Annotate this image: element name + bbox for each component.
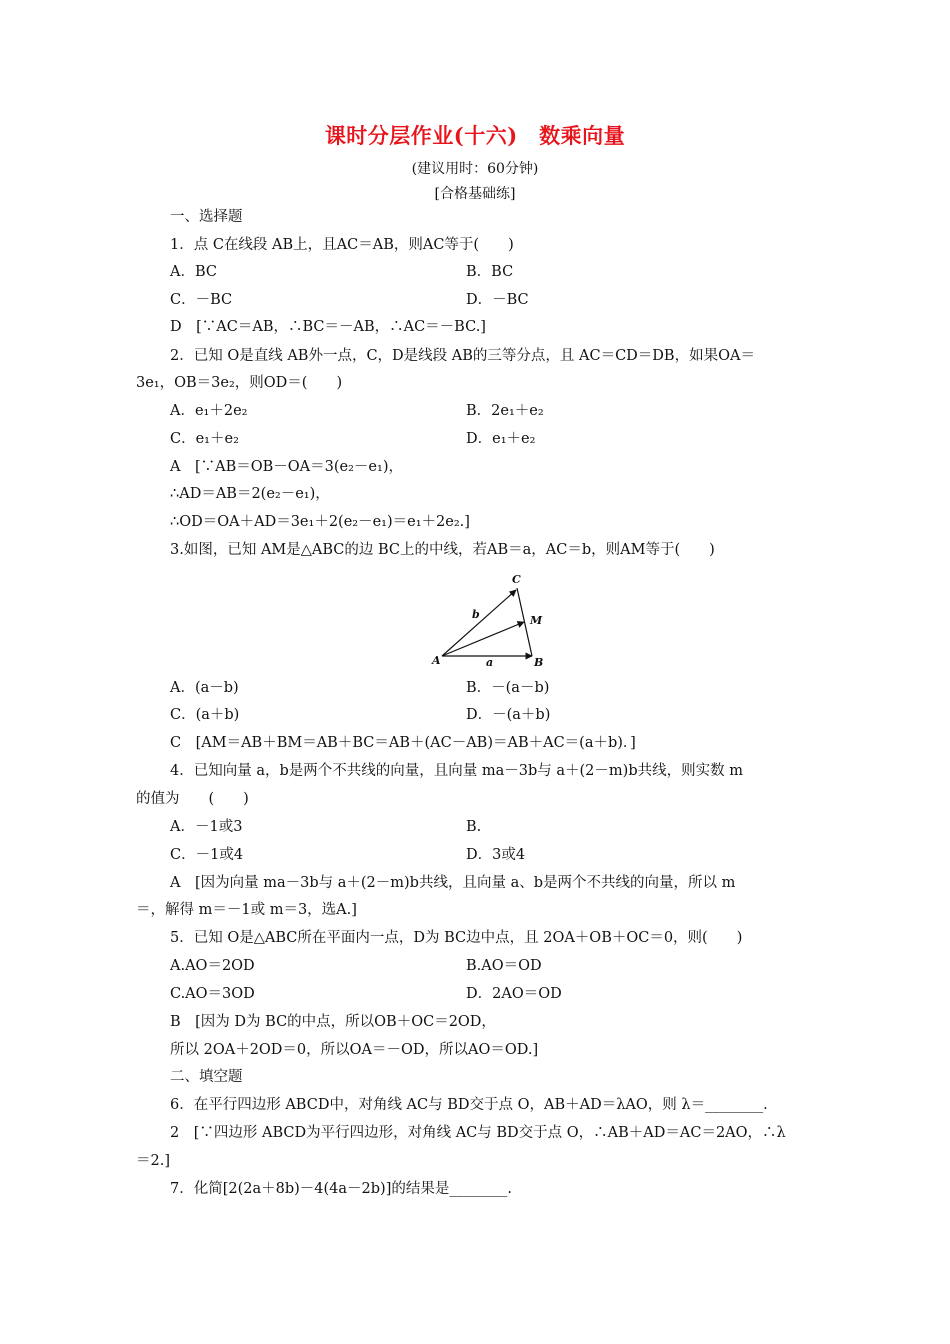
question-5: 5．已知 O是△ABC所在平面内一点，D为 BC边中点，且 2OA＋OB＋OC＝0，则( ) bbox=[170, 930, 743, 946]
q1-option-a: A．BC bbox=[170, 264, 217, 280]
q3-option-d: D．－(a＋b) bbox=[466, 707, 551, 723]
time-hint: (建议用时：60分钟) bbox=[411, 161, 539, 177]
vector-am bbox=[442, 622, 524, 656]
question-1: 1．点 C在线段 AB上，且AC＝AB，则AC等于( ) bbox=[170, 237, 514, 253]
q5-answer-cont: 所以 2OA＋2OD＝0，所以OA＝－OD，所以AO＝OD.] bbox=[170, 1042, 539, 1058]
q1-option-c: C．－BC bbox=[170, 292, 233, 308]
q4-answer-cont: ＝，解得 m＝－1或 m＝3，选A.] bbox=[136, 902, 357, 918]
q5-option-a: A.AO＝2OD bbox=[170, 958, 255, 974]
q2-answer-step3: ∴OD＝OA＋AD＝3e₁＋2(e₂－e₁)＝e₁＋2e₂.] bbox=[170, 514, 470, 530]
question-7: 7．化简[2(2a＋8b)－4(4a－2b)]的结果是________. bbox=[170, 1181, 512, 1197]
section-heading-choice: 一、选择题 bbox=[170, 209, 243, 225]
triangle-figure bbox=[428, 570, 548, 670]
q1-option-d: D．－BC bbox=[466, 292, 529, 308]
q1-option-b: B．BC bbox=[466, 264, 514, 280]
q4-option-d: D．3或4 bbox=[466, 847, 526, 863]
section-tag: [合格基础练] bbox=[434, 186, 516, 202]
q5-answer: B [因为 D为 BC的中点，所以OB＋OC＝2OD， bbox=[170, 1014, 496, 1030]
q4-answer: A [因为向量 ma－3b与 a＋(2－m)b共线，且向量 a、b是两个不共线的向量，所以 m bbox=[170, 875, 736, 891]
question-4: 4．已知向量 a，b是两个不共线的向量，且向量 ma－3b与 a＋(2－m)b共线，则实数 m bbox=[170, 763, 743, 779]
q3-answer: C [AM＝AB＋BM＝AB＋BC＝AB＋(AC－AB)＝AB＋AC＝(a＋b)．] bbox=[170, 735, 636, 751]
question-3: 3.如图，已知 AM是△ABC的边 BC上的中线，若AB＝a，AC＝b，则AM等于( ) bbox=[170, 542, 715, 558]
q3-option-c: C．(a＋b) bbox=[170, 707, 240, 723]
q3-option-a: A．(a－b) bbox=[170, 680, 239, 696]
q2-option-a: A．e₁＋2e₂ bbox=[170, 403, 248, 419]
q6-answer-cont: ＝2.] bbox=[136, 1153, 170, 1169]
label-a-point: A bbox=[432, 654, 441, 667]
q4-option-a: A．－1或3 bbox=[170, 819, 243, 835]
q6-answer: 2 [∵四边形 ABCD为平行四边形，对角线 AC与 BD交于点 O，∴AB＋AD＝AC＝2AO，∴λ bbox=[170, 1125, 786, 1141]
q2-answer: A [∵AB＝OB－OA＝3(e₂－e₁)， bbox=[170, 459, 403, 475]
q3-option-b: B．－(a－b) bbox=[466, 680, 550, 696]
q1-answer: D [∵AC＝AB，∴BC＝－AB，∴AC＝－BC.] bbox=[170, 319, 486, 335]
label-c-point: C bbox=[512, 573, 521, 586]
q5-option-c: C.AO＝3OD bbox=[170, 986, 255, 1002]
question-2-cont: 3e₁，OB＝3e₂，则OD＝( ) bbox=[136, 375, 343, 391]
q2-answer-step2: ∴AD＝AB＝2(e₂－e₁)， bbox=[170, 486, 330, 502]
question-4-cont: 的值为 ( ) bbox=[136, 791, 249, 807]
q2-option-c: C．e₁＋e₂ bbox=[170, 431, 239, 447]
label-m-point: M bbox=[530, 614, 543, 627]
label-vector-a: a bbox=[486, 656, 494, 669]
page-title: 课时分层作业(十六) 数乘向量 bbox=[324, 123, 626, 148]
q4-option-b: B. bbox=[466, 819, 482, 835]
label-vector-b: b bbox=[472, 608, 480, 621]
question-2: 2．已知 O是直线 AB外一点，C，D是线段 AB的三等分点，且 AC＝CD＝DB，如果OA＝ bbox=[170, 348, 755, 364]
section-heading-fill: 二、填空题 bbox=[170, 1069, 243, 1085]
question-6: 6．在平行四边形 ABCD中，对角线 AC与 BD交于点 O，AB＋AD＝λAO，则 λ＝________. bbox=[170, 1097, 768, 1113]
q2-option-d: D．e₁＋e₂ bbox=[466, 431, 536, 447]
vector-ac bbox=[442, 590, 516, 656]
q5-option-b: B.AO＝OD bbox=[466, 958, 542, 974]
label-b-point: B bbox=[534, 656, 544, 669]
q2-option-b: B．2e₁＋e₂ bbox=[466, 403, 544, 419]
q4-option-c: C．－1或4 bbox=[170, 847, 244, 863]
q5-option-d: D．2AO＝OD bbox=[466, 986, 562, 1002]
